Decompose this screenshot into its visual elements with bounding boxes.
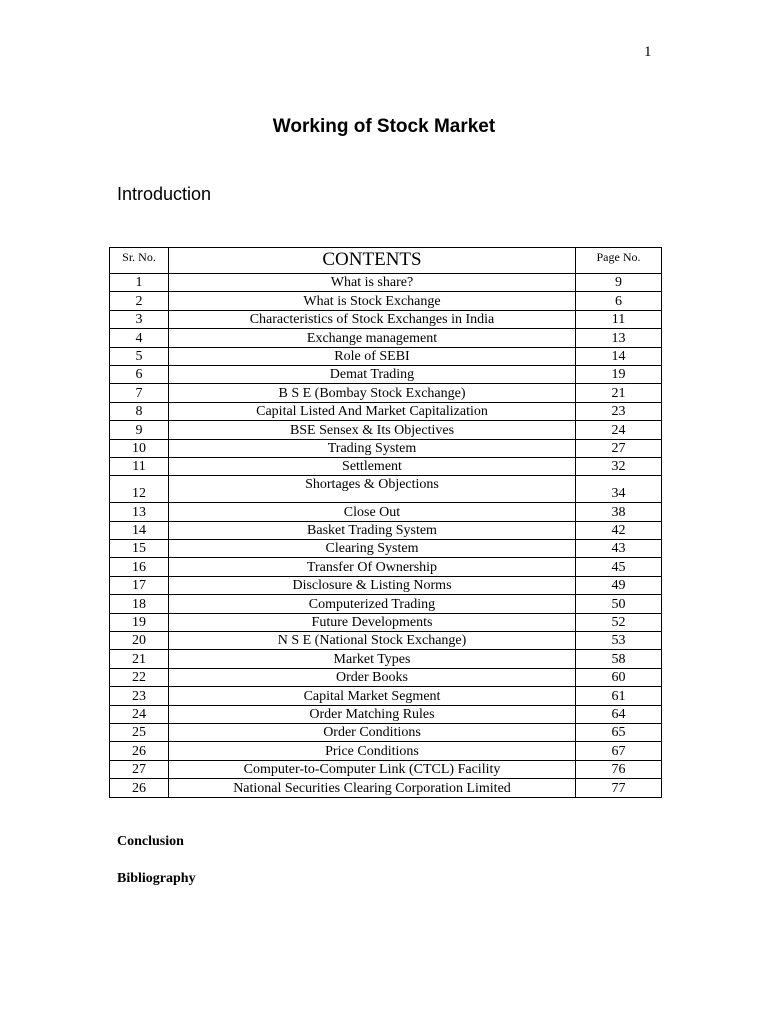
row-sr-no: 4	[110, 329, 169, 347]
row-page-no: 60	[576, 668, 662, 686]
table-row	[110, 439, 662, 457]
row-sr-no: 25	[110, 723, 169, 741]
row-topic: What is share?	[169, 274, 576, 292]
row-topic: B S E (Bombay Stock Exchange)	[169, 384, 576, 402]
row-sr-no: 11	[110, 457, 169, 475]
row-page-no: 21	[576, 384, 662, 402]
row-sr-no: 16	[110, 558, 169, 576]
row-page-no: 58	[576, 650, 662, 668]
row-topic: Disclosure & Listing Norms	[169, 576, 576, 594]
row-sr-no: 3	[110, 310, 169, 328]
table-row	[110, 595, 662, 613]
row-page-no: 9	[576, 274, 662, 292]
row-page-no: 77	[576, 779, 662, 797]
introduction-heading: Introduction	[117, 184, 212, 204]
row-page-no: 6	[576, 292, 662, 310]
row-page-no: 11	[576, 310, 662, 328]
row-page-no: 42	[576, 521, 662, 539]
row-sr-no: 5	[110, 347, 169, 365]
table-row	[110, 632, 662, 650]
row-sr-no: 24	[110, 705, 169, 723]
page-number: 1	[644, 44, 652, 60]
row-topic: Shortages & Objections	[169, 476, 576, 503]
row-page-no: 43	[576, 540, 662, 558]
table-row	[110, 687, 662, 705]
row-topic: Exchange management	[169, 329, 576, 347]
table-row	[110, 329, 662, 347]
row-sr-no: 6	[110, 365, 169, 383]
row-topic: Future Developments	[169, 613, 576, 631]
row-topic: Computer-to-Computer Link (CTCL) Facility	[169, 760, 576, 778]
row-sr-no: 7	[110, 384, 169, 402]
row-topic: Capital Market Segment	[169, 687, 576, 705]
row-topic: Characteristics of Stock Exchanges in India	[169, 310, 576, 328]
table-row	[110, 457, 662, 475]
table-row	[110, 365, 662, 383]
row-page-no: 61	[576, 687, 662, 705]
table-row	[110, 723, 662, 741]
row-sr-no: 20	[110, 632, 169, 650]
table-row	[110, 402, 662, 420]
row-topic: Capital Listed And Market Capitalization	[169, 402, 576, 420]
table-row	[110, 576, 662, 594]
row-page-no: 65	[576, 723, 662, 741]
row-topic: National Securities Clearing Corporation Limited	[169, 779, 576, 797]
row-sr-no: 13	[110, 503, 169, 521]
table-row	[110, 760, 662, 778]
row-sr-no: 14	[110, 521, 169, 539]
row-sr-no: 12	[110, 476, 169, 503]
contents-header: CONTENTS	[169, 248, 576, 274]
row-sr-no: 15	[110, 540, 169, 558]
row-topic: Order Conditions	[169, 723, 576, 741]
row-topic: Trading System	[169, 439, 576, 457]
table-row	[110, 421, 662, 439]
table-row	[110, 779, 662, 797]
row-sr-no: 23	[110, 687, 169, 705]
row-sr-no: 8	[110, 402, 169, 420]
row-topic: What is Stock Exchange	[169, 292, 576, 310]
row-topic: Basket Trading System	[169, 521, 576, 539]
row-sr-no: 22	[110, 668, 169, 686]
table-row	[110, 742, 662, 760]
sr-no-header: Sr. No.	[110, 248, 169, 274]
row-sr-no: 17	[110, 576, 169, 594]
table-row	[110, 668, 662, 686]
row-page-no: 24	[576, 421, 662, 439]
table-row	[110, 705, 662, 723]
row-page-no: 45	[576, 558, 662, 576]
row-page-no: 53	[576, 632, 662, 650]
conclusion-heading: Conclusion	[117, 834, 184, 849]
table-row	[110, 384, 662, 402]
row-page-no: 49	[576, 576, 662, 594]
table-row	[110, 292, 662, 310]
page-no-header: Page No.	[576, 248, 662, 274]
row-sr-no: 10	[110, 439, 169, 457]
row-page-no: 64	[576, 705, 662, 723]
table-row	[110, 521, 662, 539]
row-topic: BSE Sensex & Its Objectives	[169, 421, 576, 439]
table-row	[110, 613, 662, 631]
row-topic: Role of SEBI	[169, 347, 576, 365]
row-sr-no: 26	[110, 742, 169, 760]
row-topic: N S E (National Stock Exchange)	[169, 632, 576, 650]
row-sr-no: 19	[110, 613, 169, 631]
row-sr-no: 27	[110, 760, 169, 778]
row-topic: Market Types	[169, 650, 576, 668]
row-page-no: 67	[576, 742, 662, 760]
row-page-no: 23	[576, 402, 662, 420]
row-page-no: 32	[576, 457, 662, 475]
row-topic: Settlement	[169, 457, 576, 475]
row-topic: Close Out	[169, 503, 576, 521]
row-sr-no: 18	[110, 595, 169, 613]
row-sr-no: 2	[110, 292, 169, 310]
table-row	[110, 650, 662, 668]
row-page-no: 52	[576, 613, 662, 631]
row-page-no: 38	[576, 503, 662, 521]
document-title: Working of Stock Market	[272, 116, 496, 137]
row-topic: Clearing System	[169, 540, 576, 558]
row-sr-no: 1	[110, 274, 169, 292]
row-page-no: 14	[576, 347, 662, 365]
bibliography-heading: Bibliography	[117, 871, 196, 886]
row-page-no: 19	[576, 365, 662, 383]
contents-table-header	[110, 248, 662, 274]
table-row	[110, 310, 662, 328]
row-sr-no: 21	[110, 650, 169, 668]
row-page-no: 76	[576, 760, 662, 778]
row-sr-no: 9	[110, 421, 169, 439]
table-row	[110, 540, 662, 558]
row-page-no: 27	[576, 439, 662, 457]
table-row	[110, 347, 662, 365]
row-page-no: 50	[576, 595, 662, 613]
table-row	[110, 503, 662, 521]
table-row	[110, 558, 662, 576]
contents-table-body	[110, 274, 662, 798]
row-topic: Computerized Trading	[169, 595, 576, 613]
row-sr-no: 26	[110, 779, 169, 797]
row-topic: Order Matching Rules	[169, 705, 576, 723]
row-topic: Transfer Of Ownership	[169, 558, 576, 576]
row-page-no: 13	[576, 329, 662, 347]
row-topic: Demat Trading	[169, 365, 576, 383]
row-topic: Price Conditions	[169, 742, 576, 760]
table-row	[110, 274, 662, 292]
row-topic: Order Books	[169, 668, 576, 686]
contents-table	[109, 247, 662, 798]
table-row	[110, 476, 662, 503]
row-page-no: 34	[576, 476, 662, 503]
